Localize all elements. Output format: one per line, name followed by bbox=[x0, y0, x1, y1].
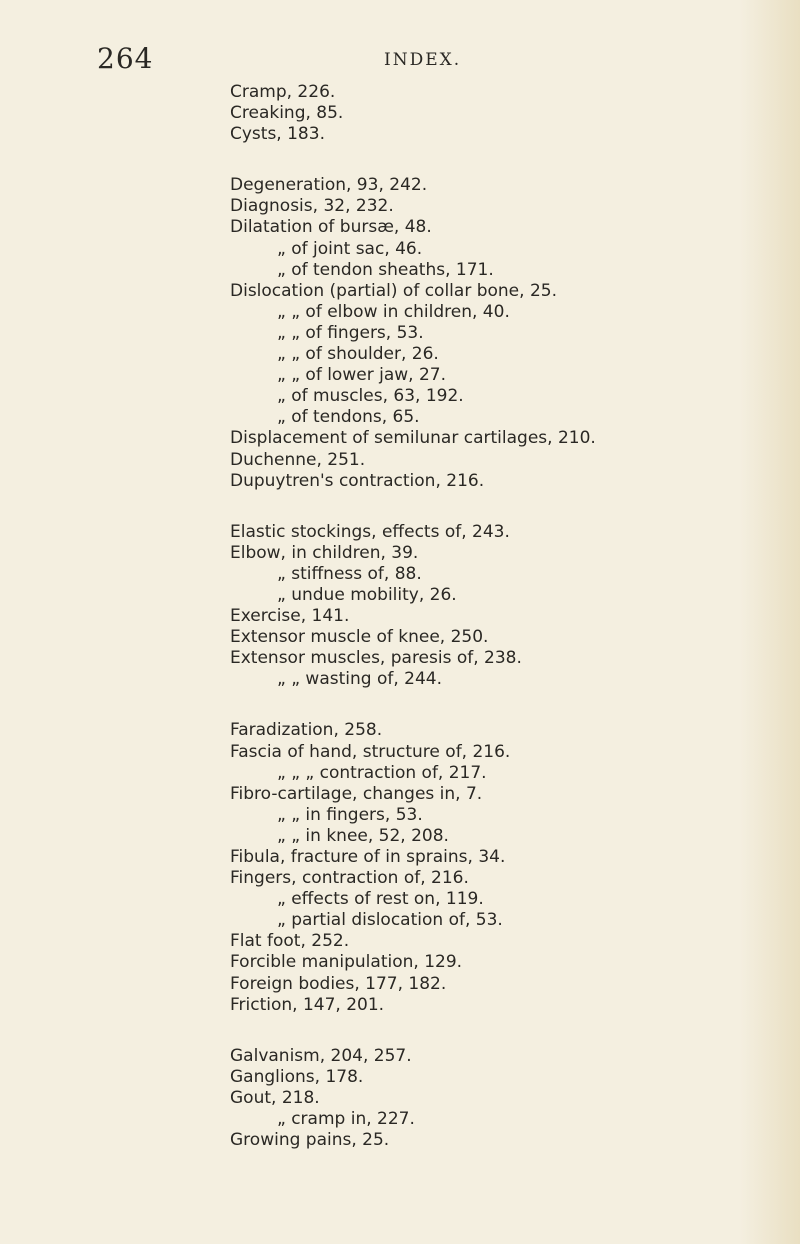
index-subentry: „ undue mobility, 26. bbox=[277, 584, 457, 605]
index-entry: Forcible manipulation, 129. bbox=[230, 952, 463, 973]
index-subentry: „ „ in knee, 52, 208. bbox=[277, 825, 449, 846]
index-entry: Dupuytren's contraction, 216. bbox=[230, 470, 485, 491]
index-entry: Diagnosis, 32, 232. bbox=[230, 196, 394, 217]
index-subentry: „ of muscles, 63, 192. bbox=[277, 386, 464, 407]
index-entry: Cramp, 226. bbox=[230, 82, 336, 102]
index-entry: Fingers, contraction of, 216. bbox=[230, 868, 469, 889]
index-subentry: „ of tendon sheaths, 171. bbox=[277, 259, 494, 280]
index-entry: Duchenne, 251. bbox=[230, 449, 366, 470]
index-subentry: „ stiffness of, 88. bbox=[277, 563, 422, 584]
index-entry: Dislocation (partial) of collar bone, 25. bbox=[230, 280, 557, 301]
index-entry: Gout, 218. bbox=[230, 1087, 320, 1108]
running-head: INDEX. bbox=[384, 50, 462, 70]
index-entry: Flat foot, 252. bbox=[230, 931, 350, 952]
index-entry: Faradization, 258. bbox=[230, 720, 383, 741]
index-subentry: „ effects of rest on, 119. bbox=[277, 889, 484, 910]
index-entry: Creaking, 85. bbox=[230, 103, 344, 124]
index-entry: Exercise, 141. bbox=[230, 606, 350, 627]
index-subentry: „ „ wasting of, 244. bbox=[277, 669, 443, 690]
index-entry: Extensor muscle of knee, 250. bbox=[230, 627, 489, 648]
index-subentry: „ „ in fingers, 53. bbox=[277, 804, 423, 825]
section-gap bbox=[230, 492, 775, 522]
index-subentry: „ „ of shoulder, 26. bbox=[277, 344, 439, 365]
index-subentry: „ „ „ contraction of, 217. bbox=[277, 762, 487, 783]
section-gap bbox=[230, 1016, 775, 1046]
index-section bbox=[230, 82, 775, 145]
index-entry: Foreign bodies, 177, 182. bbox=[230, 973, 447, 994]
index-entry: Fascia of hand, structure of, 216. bbox=[230, 741, 511, 762]
index-entry: Fibula, fracture of in sprains, 34. bbox=[230, 847, 506, 867]
index-subentry: „ cramp in, 227. bbox=[277, 1109, 415, 1130]
index-entry: Extensor muscles, paresis of, 238. bbox=[230, 648, 522, 669]
index-subentry: „ „ of elbow in children, 40. bbox=[277, 301, 510, 322]
index-section bbox=[230, 720, 775, 1015]
index-section bbox=[230, 522, 775, 691]
section-gap bbox=[230, 690, 775, 720]
index-subentry: „ „ of fingers, 53. bbox=[277, 322, 424, 343]
index-entry: Growing pains, 25. bbox=[230, 1130, 390, 1151]
index-entry: Dilatation of bursæ, 48. bbox=[230, 217, 432, 238]
index-entry: Degeneration, 93, 242. bbox=[230, 175, 428, 196]
page-number: 264 bbox=[97, 42, 154, 75]
index-entry: Friction, 147, 201. bbox=[230, 994, 385, 1015]
index-entry: Galvanism, 204, 257. bbox=[230, 1045, 412, 1066]
index-section bbox=[230, 175, 775, 491]
index-entry: Elastic stockings, effects of, 243. bbox=[230, 521, 510, 542]
index-entry: Fibro-cartilage, changes in, 7. bbox=[230, 783, 483, 804]
section-gap bbox=[230, 145, 775, 175]
index-entry: Elbow, in children, 39. bbox=[230, 542, 419, 563]
index-entry: Cysts, 183. bbox=[230, 124, 325, 145]
index-subentry: „ of tendons, 65. bbox=[277, 407, 420, 428]
index-entry: Displacement of semilunar cartilages, 210. bbox=[230, 428, 596, 449]
index-section bbox=[230, 1046, 775, 1151]
index-subentry: „ of joint sac, 46. bbox=[277, 238, 423, 259]
index-subentry: „ partial dislocation of, 53. bbox=[277, 910, 503, 931]
index-body bbox=[230, 82, 775, 1151]
index-entry: Ganglions, 178. bbox=[230, 1066, 364, 1087]
index-subentry: „ „ of lower jaw, 27. bbox=[277, 365, 446, 386]
